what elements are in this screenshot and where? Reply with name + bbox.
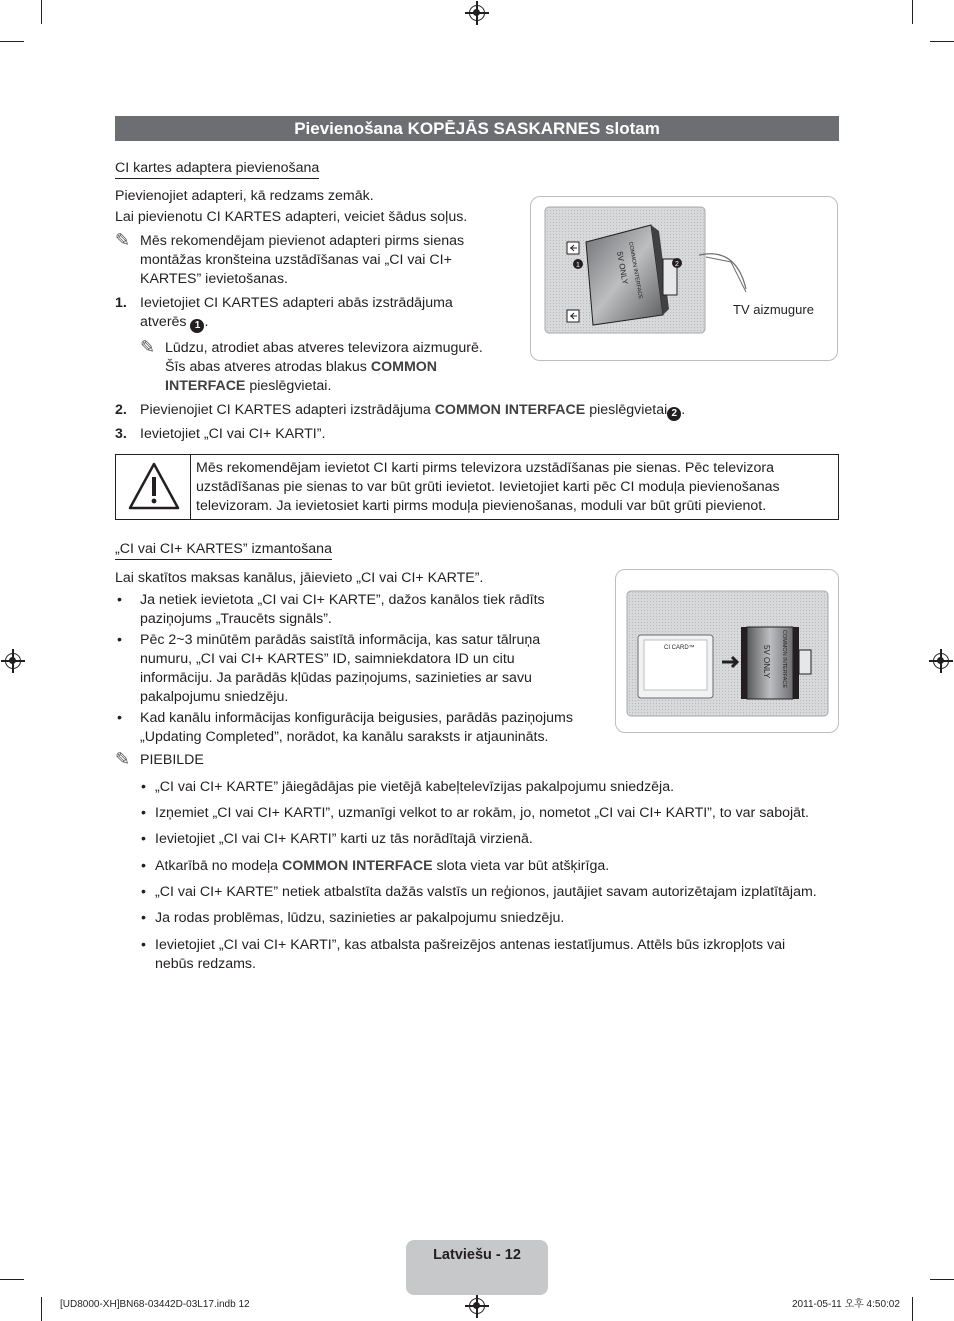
note-item: Ievietojiet „CI vai CI+ KARTI” karti uz tās norādītajā virzienā. — [155, 831, 533, 847]
section-heading-ci-card-usage: „CI vai CI+ KARTES” izmantošana — [115, 540, 332, 560]
note-item: Ja rodas problēmas, lūdzu, sazinieties ar pakalpojumu sniedzēju. — [155, 910, 565, 926]
tv-rear-figure — [530, 196, 838, 361]
note-item: Ievietojiet „CI vai CI+ KARTI”, kas atbalsta pašreizējos antenas iestatījumus. Attēls būs izkropļots vai nebūs redzams. — [155, 937, 786, 972]
warning-box — [115, 454, 839, 520]
crop-mark — [0, 41, 24, 42]
step-number: 2. — [115, 402, 127, 418]
common-interface-label: COMMON INTERFACE — [627, 241, 644, 300]
page-title: Pievienošana KOPĒJĀS SASKARNES slotam — [115, 116, 839, 141]
crop-mark — [912, 0, 913, 24]
note-item: Atkarībā no modeļa COMMON INTERFACE slota vieta var būt atšķirīga. — [155, 858, 610, 874]
intro-text: Pievienojiet adapteri, kā redzams zemāk. — [115, 188, 374, 204]
print-slug-left: [UD8000-XH]BN68-03442D-03L17.indb 12 — [60, 1299, 250, 1310]
5v-only-label: 5V ONLY — [615, 250, 630, 286]
step-number: 1. — [115, 295, 127, 311]
note-item: „CI vai CI+ KARTE” netiek atbalstīta dažās valstīs un reģionos, jautājiet savam autorizētajam izplatītājam. — [155, 884, 817, 900]
tv-rear-illustration — [531, 197, 837, 360]
page-number-tab — [406, 1240, 548, 1295]
divider — [190, 455, 191, 519]
registration-mark-icon — [469, 1298, 485, 1314]
ci-card-figure — [615, 569, 839, 733]
bullet: • — [141, 937, 146, 953]
bullet: • — [141, 910, 146, 926]
pencil-note-icon: ✎ — [140, 337, 156, 357]
registration-mark-icon — [469, 5, 485, 21]
bullet-text: Kad kanālu informācijas konfigurācija beigusies, parādās paziņojums „Updating Completed”, norādot, ka kanālu saraksts ir atjaunināts. — [140, 710, 573, 745]
bullet: • — [117, 632, 122, 648]
marker-2-label: 2 — [675, 261, 679, 268]
step-text: Ievietojiet CI KARTES adapteri abās izstrādājuma atverēs 1 . — [140, 295, 453, 331]
marker-2: 2 — [667, 407, 681, 421]
bullet: • — [141, 858, 146, 874]
crop-mark — [930, 41, 954, 42]
bullet: • — [141, 779, 146, 795]
print-slug-right: 2011-05-11 오후 4:50:02 — [792, 1299, 900, 1310]
ci-card-label: CI CARD™ — [664, 645, 695, 651]
warning-text: Mēs rekomendējam ievietot CI karti pirms televizora uzstādīšanas pie sienas. Pēc televizora uzstādīšanas pie sienas to var būt grūti ievietot. Ievietojiet karti pēc CI moduļa pievienošanas televizoram. Ja ievietosiet karti pirms moduļa pievienošanas, moduli var būt grūti pievienot. — [196, 460, 780, 514]
note-item: „CI vai CI+ KARTE” jāiegādājas pie vietējā kabeļtelevīzijas pakalpojumu sniedzēja. — [155, 779, 675, 795]
warning-triangle-icon — [128, 461, 180, 511]
crop-mark — [41, 1297, 42, 1321]
crop-mark — [912, 1297, 913, 1321]
note-text: Lūdzu, atrodiet abas atveres televizora aizmugurē. Šīs abas atveres atrodas blakus COMMON INTERFACE pieslēgvietai. — [165, 340, 483, 394]
bullet: • — [117, 592, 122, 608]
step-text: Pievienojiet CI KARTES adapteri izstrādājuma COMMON INTERFACE pieslēgvietai 2 . — [140, 402, 686, 419]
bullet-text: Ja netiek ievietota „CI vai CI+ KARTE”, dažos kanālos tiek rādīts paziņojums „Traucēts signāls”. — [140, 592, 545, 627]
figure-caption: TV aizmugure — [733, 302, 814, 317]
bullet: • — [141, 831, 146, 847]
registration-mark-icon — [933, 653, 949, 669]
pencil-note-icon: ✎ — [115, 749, 131, 769]
note-text: Mēs rekomendējam pievienot adapteri pirms sienas montāžas kronšteina uzstādīšanas vai „CI vai CI+ KARTES” ievietošanas. — [140, 233, 465, 287]
5v-only-label: 5V ONLY — [762, 645, 771, 679]
intro-text: Lai pievienotu CI KARTES adapteri, veiciet šādus soļus. — [115, 209, 468, 225]
crop-mark — [0, 1279, 24, 1280]
bullet: • — [117, 710, 122, 726]
pencil-note-icon: ✎ — [115, 230, 131, 250]
section-heading-ci-adapter: CI kartes adaptera pievienošana — [115, 159, 319, 179]
page-number: Latviešu - 12 — [433, 1247, 521, 1263]
intro-text: Lai skatītos maksas kanālus, jāievieto „CI vai CI+ KARTE”. — [115, 570, 484, 586]
note-item: Izņemiet „CI vai CI+ KARTI”, uzmanīgi velkot to ar rokām, jo, nometot „CI vai CI+ KARTI”, to var sabojāt. — [155, 805, 809, 821]
bullet: • — [141, 805, 146, 821]
bullet: • — [141, 884, 146, 900]
marker-1: 1 — [190, 319, 204, 333]
marker-1-label: 1 — [576, 262, 580, 269]
crop-mark — [41, 0, 42, 24]
step-number: 3. — [115, 426, 127, 442]
bullet-text: Pēc 2~3 minūtēm parādās saistītā informācija, kas satur tālruņa numuru, „CI vai CI+ KARTES” ID, saimniekdatora ID un citu informāciju. Ja parādās kļūdas paziņojums, sazinieties ar savu pakalpojumu sniedzēju. — [140, 632, 541, 705]
crop-mark — [930, 1279, 954, 1280]
note-label: PIEBILDE — [140, 752, 204, 768]
common-interface-label: COMMON INTERFACE — [781, 630, 787, 689]
registration-mark-icon — [5, 653, 21, 669]
step-text: Ievietojiet „CI vai CI+ KARTI”. — [140, 426, 326, 442]
ci-card-insert-illustration — [616, 570, 838, 732]
